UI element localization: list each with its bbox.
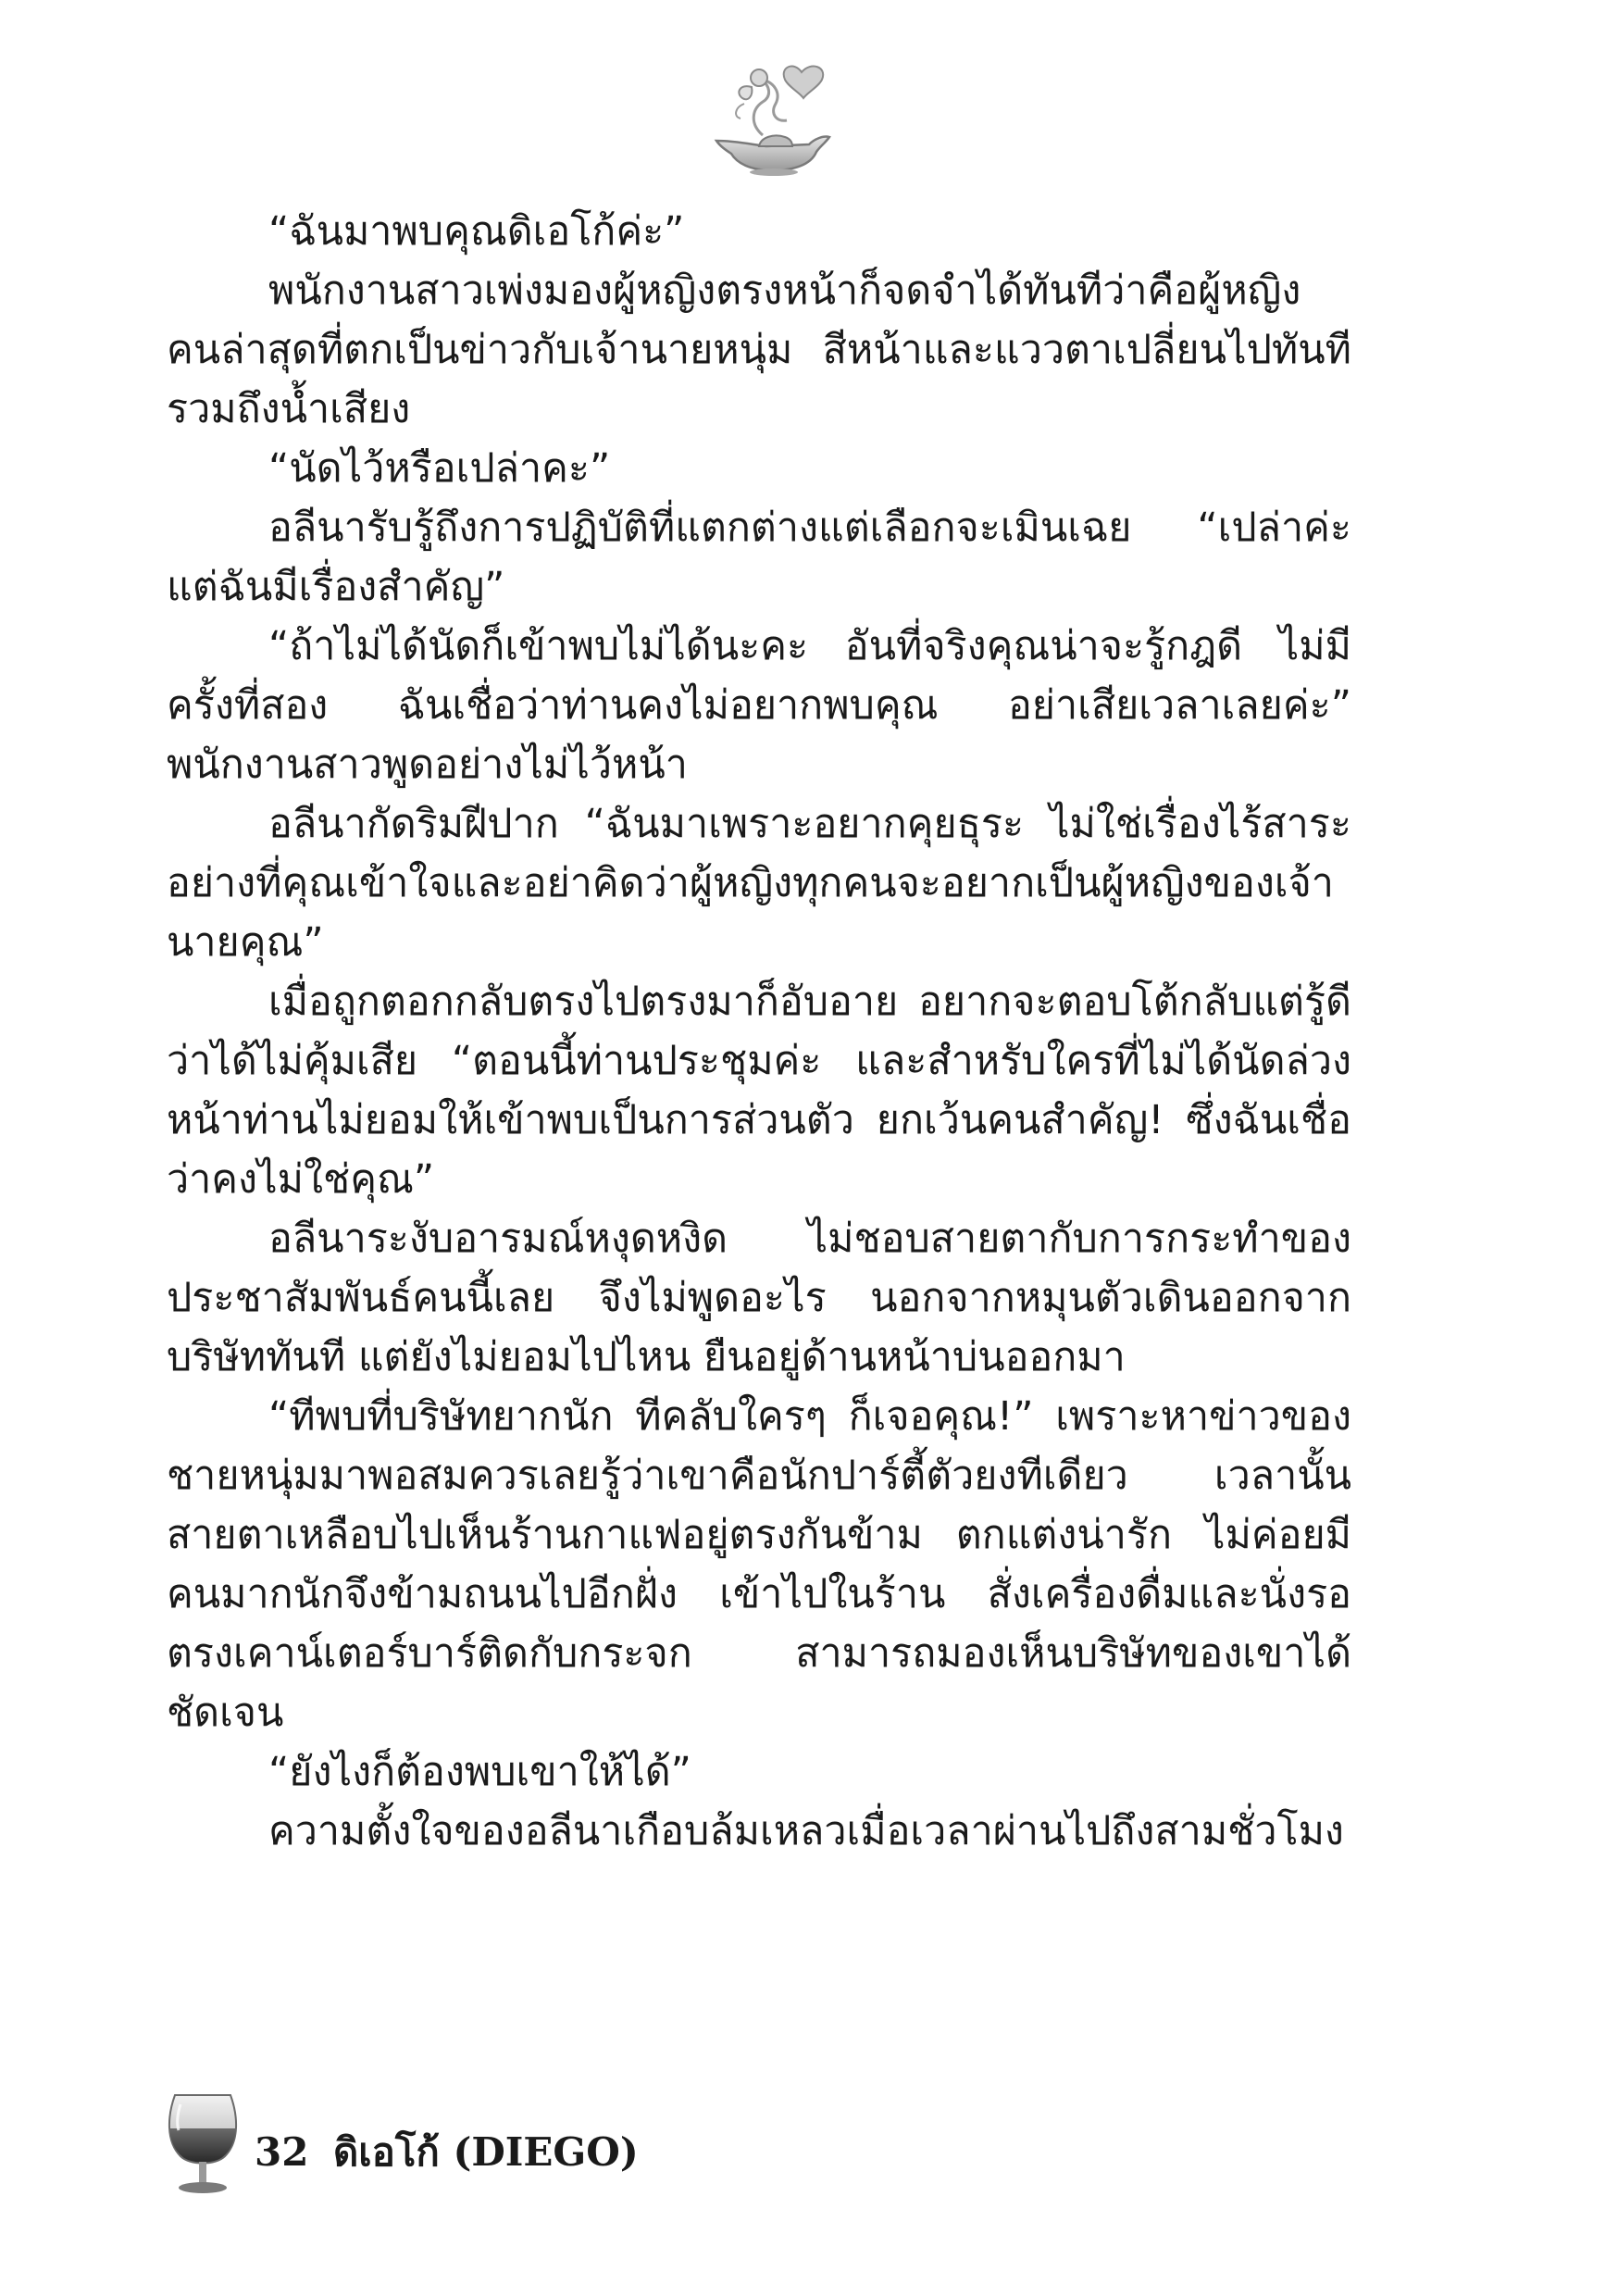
paragraph: “ทีพบที่บริษัทยากนัก ทีคลับใครๆ ก็เจอคุณ!” เพราะหาข่าวของชายหนุ่มมาพอสมควรเลยรู้ว่าเขาคือนักปาร์ตี้ตัวยงทีเดียว เวลานั้นสายตาเหลือบไปเห็นร้านกาแฟอยู่ตรงกันข้าม ตกแต่งน่ารัก ไม่ค่อยมีคนมากนักจึงข้ามถนนไปอีกฝั่ง เข้าไปในร้าน สั่งเครื่องดื่มและนั่งรอตรงเคาน์เตอร์บาร์ติดกับกระจก สามารถมองเห็นบริษัทของเขาได้ชัดเจน xyxy=(167,1393,1351,1736)
paragraph: “ยังไงก็ต้องพบเขาให้ได้” xyxy=(268,1749,691,1795)
paragraph: “นัดไว้หรือเปล่าคะ” xyxy=(268,445,611,492)
page-footer xyxy=(162,2088,995,2199)
paragraph: อลีนาระงับอารมณ์หงุดหงิด ไม่ชอบสายตากับการกระทำของประชาสัมพันธ์คนนี้เลย จึงไม่พูดอะไร นอกจากหมุนตัวเดินออกจากบริษัททันที แต่ยังไม่ยอมไปไหน ยืนอยู่ด้านหน้าบ่นออกมา xyxy=(167,1216,1351,1380)
paragraph: อลีนากัดริมฝีปาก “ฉันมาเพราะอยากคุยธุระ ไม่ใช่เรื่องไร้สาระอย่างที่คุณเข้าใจและอย่าคิดว่าผู้หญิงทุกคนจะอยากเป็นผู้หญิงของเจ้านายคุณ” xyxy=(167,801,1351,966)
running-title: ดิเอโก้ (DIEGO) xyxy=(333,2129,639,2175)
paragraph: ความตั้งใจของอลีนาเกือบล้มเหลวเมื่อเวลาผ่านไปถึงสามชั่วโมง xyxy=(268,1808,1344,1854)
body-text xyxy=(167,202,1351,1861)
cupid-genie-lamp-ornament-icon xyxy=(698,56,837,176)
paragraph: เมื่อถูกตอกกลับตรงไปตรงมาก็อับอาย อยากจะตอบโต้กลับแต่รู้ดีว่าได้ไม่คุ้มเสีย “ตอนนี้ท่านประชุมค่ะ และสำหรับใครที่ไม่ได้นัดล่วงหน้าท่านไม่ยอมให้เข้าพบเป็นการส่วนตัว ยกเว้นคนสำคัญ! ซึ่งฉันเชื่อว่าคงไม่ใช่คุณ” xyxy=(167,979,1351,1203)
paragraph: “ถ้าไม่ได้นัดก็เข้าพบไม่ได้นะคะ อันที่จริงคุณน่าจะรู้กฎดี ไม่มีครั้งที่สอง ฉันเชื่อว่าท่านคงไม่อยากพบคุณ อย่าเสียเวลาเลยค่ะ” พนักงานสาวพูดอย่างไม่ไว้หน้า xyxy=(167,623,1351,788)
paragraph: “ฉันมาพบคุณดิเอโก้ค่ะ” xyxy=(268,208,685,255)
page-number: 32 xyxy=(255,2129,309,2175)
paragraph: พนักงานสาวเพ่งมองผู้หญิงตรงหน้าก็จดจำได้ทันทีว่าคือผู้หญิงคนล่าสุดที่ตกเป็นข่าวกับเจ้านายหนุ่ม สีหน้าและแววตาเปลี่ยนไปทันทีรวมถึงน้ำเสียง xyxy=(167,268,1351,432)
paragraph: อลีนารับรู้ถึงการปฏิบัติที่แตกต่างแต่เลือกจะเมินเฉย “เปล่าค่ะ แต่ฉันมีเรื่องสำคัญ” xyxy=(167,505,1351,610)
brandy-glass-icon xyxy=(162,2088,243,2197)
